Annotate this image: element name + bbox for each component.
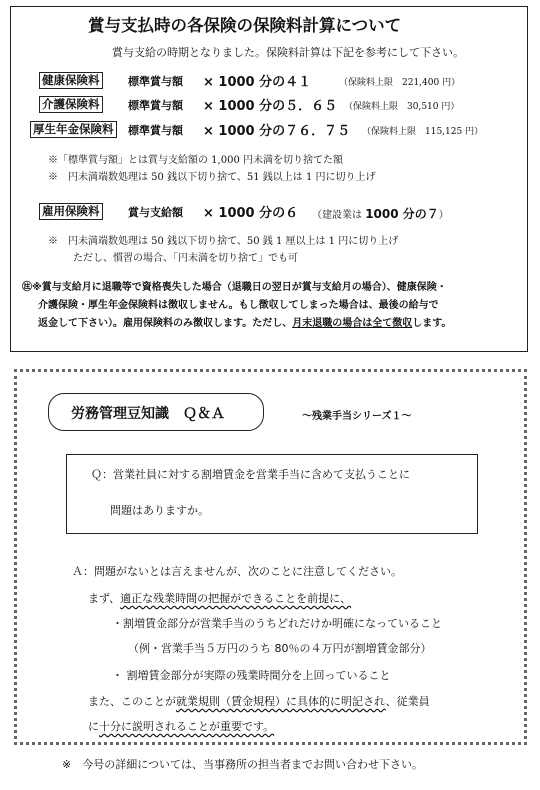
answer-line-3: ・割増賃金部分が営業手当のうちどれだけか明確になっていること	[112, 617, 442, 630]
health-formula: × 1000 分の４１	[203, 75, 312, 90]
care-note: （保険料上限 30,510 円）	[344, 102, 460, 112]
employment-formula: × 1000 分の６	[203, 206, 299, 221]
warning-line-2: 介護保険・厚生年金保険料は徴収しません。もし徴収してしまった場合は、最後の給与で	[38, 300, 439, 311]
qa-badge-title: 労務管理豆知識 Ｑ＆Ａ	[71, 406, 225, 422]
month-end-emphasis: 月末退職の場合は全て徴収	[292, 318, 413, 329]
construction-rate: （建設業は 1000 分の７）	[312, 207, 449, 221]
answer-emphasis-1: 適正な残業時間の把握ができることを前提に、	[120, 592, 352, 605]
care-insurance-label: 介護保険料	[39, 96, 103, 113]
footer-note: ※ 今号の詳細については、当事務所の担当者までお問い合わせ下さい。	[62, 758, 423, 771]
note-rounding-2: ※ 円未満端数処理は 50 銭以下切り捨て、50 銭 1 厘以上は 1 円に切り上げ	[48, 236, 399, 247]
health-insurance-label: 健康保険料	[39, 72, 103, 89]
care-formula: × 1000 分の５．６５	[203, 99, 338, 114]
note-standard-bonus: ※「標準賞与額」とは賞与支給額の 1,000 円未満を切り捨てた額	[48, 155, 343, 166]
question-line-2: 問題はありますか。	[110, 504, 209, 517]
note-custom: ただし、慣習の場合、「円未満を切り捨て」でも可	[73, 253, 298, 264]
question-line-1: Ｑ：営業社員に対する割増賃金を営業手当に含めて支払うことに	[91, 468, 410, 481]
qa-series: ～残業手当シリーズ１～	[302, 411, 412, 422]
employment-insurance-label: 雇用保険料	[39, 203, 103, 220]
care-base: 標準賞与額	[128, 99, 183, 112]
intro-text: 賞与支給の時期となりました。保険料計算は下記を参考にして下さい。	[112, 46, 464, 59]
pension-formula: × 1000 分の７６．７５	[203, 124, 351, 139]
note-rounding-1: ※ 円未満端数処理は 50 銭以下切り捨て、51 銭以上は 1 円に切り上げ	[48, 172, 376, 183]
health-note: （保険料上限 221,400 円）	[339, 78, 461, 88]
pension-base: 標準賞与額	[128, 124, 183, 137]
answer-line-2: まず、適正な残業時間の把握ができることを前提に、	[88, 592, 352, 605]
warning-line-3: 返金して下さい）。雇用保険料のみ徴収します。ただし、月末退職の場合は全て徴収します。	[38, 318, 452, 329]
pension-note: （保険料上限 115,125 円）	[362, 127, 484, 137]
answer-line-6: また、このことが就業規則（賃金規程）に具体的に明記され、従業員	[88, 695, 430, 708]
answer-emphasis-2: 就業規則（賃金規程）に具体的に明記され	[176, 695, 386, 708]
employment-base: 賞与支給額	[128, 206, 183, 219]
answer-line-4: （例・営業手当５万円のうち 80％の４万円が割増賃金部分）	[128, 642, 432, 655]
answer-line-1: Ａ：問題がないとは言えませんが、次のことに注意してください。	[72, 565, 402, 578]
health-base: 標準賞与額	[128, 75, 183, 88]
warning-line-1: ㊟※賞与支給月に退職等で資格喪失した場合（退職日の翌日が賞与支給月の場合）、健康保険・	[22, 282, 447, 293]
pension-insurance-label: 厚生年金保険料	[30, 121, 117, 138]
answer-emphasis-3: 十分に説明されることが重要です。	[99, 720, 275, 733]
answer-line-7: に十分に説明されることが重要です。	[88, 720, 275, 733]
page-title: 賞与支払時の各保険の保険料計算について	[88, 16, 402, 35]
answer-line-5: ・ 割増賃金部分が実際の残業時間分を上回っていること	[112, 669, 391, 682]
